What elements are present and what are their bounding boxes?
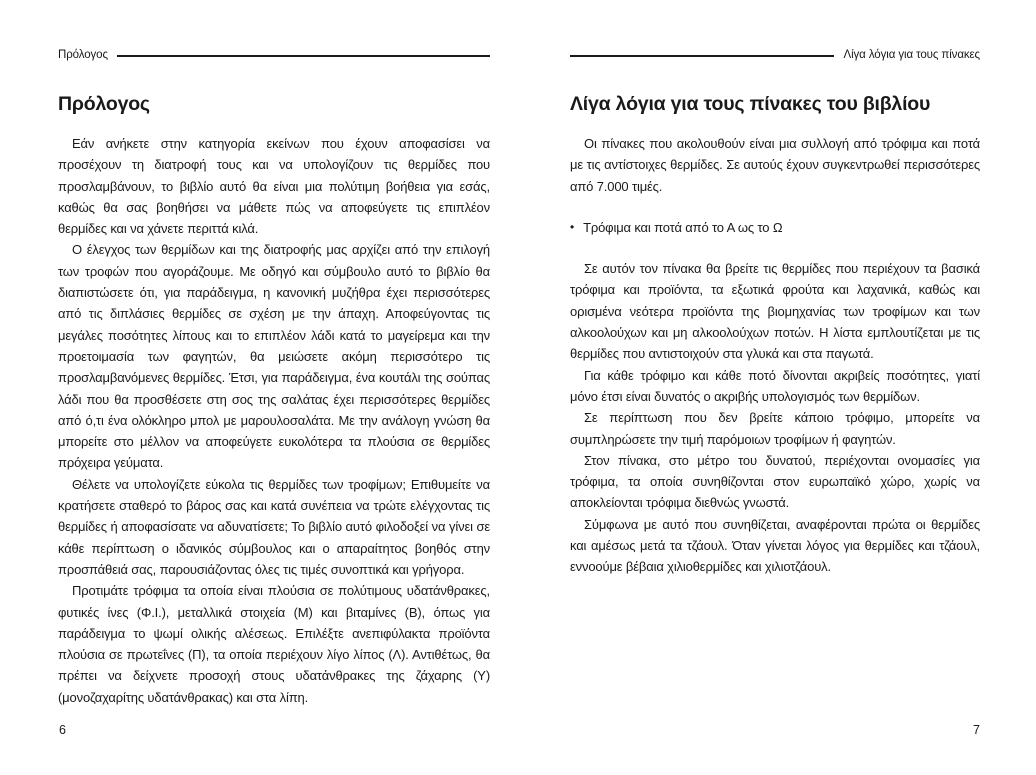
paragraph: Σε αυτόν τον πίνακα θα βρείτε τις θερμίδες που περιέχουν τα βασικά τρόφιμα και προϊόντα, τα εξωτικά φρούτα και λαχανικά, καθώς και ορισμένα νεότερα προϊόντα της βιομηχανίας των τροφίμων και των αλκοολούχων και μη αλκοολούχων ποτών. Η λίστα εμπλουτίζεται με τις θερμίδες που αντιστοιχούν στα γλυκά και στα παγωτά. xyxy=(570,261,980,362)
paragraph: Στον πίνακα, στο μέτρο του δυνατού, περιέχονται ονομασίες για τρόφιμα, τα οποία συνηθίζονται στον ευρωπαϊκό χώρο, χωρίς να αποκλείονται τρόφιμα διεθνώς γνωστά. xyxy=(570,452,980,511)
bullet-list-item xyxy=(570,217,980,238)
paragraph: Για κάθε τρόφιμο και κάθε ποτό δίνονται ακριβείς ποσότητες, γιατί μόνο έτσι είναι δυνατός ο ακριβής υπολογισμός των θερμίδων. xyxy=(570,367,980,404)
right-header-rule xyxy=(570,55,834,57)
left-running-header xyxy=(58,48,490,62)
left-page-number: 6 xyxy=(59,723,66,737)
paragraph: Προτιμάτε τρόφιμα τα οποία είναι πλούσια σε πολύτιμους υδατάνθρακες, φυτικές ίνες (Φ.Ι.), μεταλλικά στοιχεία (Μ) και βιταμίνες (Β), όπως για παράδειγμα το ψωμί ολικής αλέσεως. Επιλέξτε ανεπιφύλακτα προϊόντα πλούσια σε πρωτεΐνες (Π), τα οποία περιέχουν λίγο λίπος (Λ). Αντιθέτως, θα πρέπει να δείχνετε προσοχή στους υδατάνθρακες της ζάχαρης (Υ) (μονοζαχαρίτης υδατάνθρακας) και στα λίπη. xyxy=(58,583,490,705)
paragraph: Σε περίπτωση που δεν βρείτε κάποιο τρόφιμο, μπορείτε να συμπληρώσετε την τιμή παρόμοιων τροφίμων ή φαγητών. xyxy=(570,410,980,447)
paragraph: Εάν ανήκετε στην κατηγορία εκείνων που έχουν αποφασίσει να προσέχουν τη διατροφή τους και να υπολογίζουν τις θερμίδες που προσλαμβάνουν, το βιβλίο αυτό θα είναι μια πολύτιμη βοήθεια για εσάς, καθώς θα σας βοηθήσει να μάθετε πώς να αποφεύγετε τις επιπλέον θερμίδες και να χάνετε περιττά κιλά. xyxy=(58,136,490,237)
left-page-body xyxy=(58,133,490,708)
paragraph: Θέλετε να υπολογίζετε εύκολα τις θερμίδες των τροφίμων; Επιθυμείτε να κρατήσετε σταθερό το βάρος σας και κατά συνέπεια να τρώτε ελέγχοντας τις θερμίδες ή αποφασίσατε να αδυνατίσετε; Το βιβλίο αυτό φιλοδοξεί να γίνει σε κάθε περίπτωση ο ιδανικός σύμβουλος και ο απαραίτητος βοηθός στην προσπάθειά σας, παρουσιάζοντας όλες τις τιμές συνοπτικά και γρήγορα. xyxy=(58,476,490,577)
paragraph: Σύμφωνα με αυτό που συνηθίζεται, αναφέρονται πρώτα οι θερμίδες και αμέσως μετά τα τζάουλ. Όταν γίνεται λόγος για θερμίδες και τζάουλ, εννοούμε βέβαια χιλιοθερμίδες και χιλιοτζάουλ. xyxy=(570,516,980,575)
left-page-title: Πρόλογος xyxy=(58,93,150,115)
right-page xyxy=(570,48,980,578)
right-running-header xyxy=(570,48,980,62)
paragraph: Οι πίνακες που ακολουθούν είναι μια συλλογή από τρόφιμα και ποτά με τις αντίστοιχες θερμίδες. Σε αυτούς έχουν συγκεντρωθεί περισσότερες από 7.000 τιμές. xyxy=(570,136,980,194)
paragraph: Ο έλεγχος των θερμίδων και της διατροφής μας αρχίζει από την επιλογή των τροφών που αγοράζουμε. Με οδηγό και σύμβουλο αυτό το βιβλίο θα διαπιστώσετε ότι, για παράδειγμα, η κανονική μυζήθρα έχει περισσότερες από τις διπλάσιες θερμίδες σε σχέση με την άπαχη. Αποφεύγοντας τις μεγάλες ποσότητες λίπους και το επιπλέον λάδι κατά το μαγείρεμα και την προετοιμασία των φαγητών, θα μειώσετε ακόμη περισσότερο τις προσλαμβανόμενες θερμίδες. Έτσι, για παράδειγμα, ένα κουτάλι της σούπας λάδι που θα προσθέσετε στη σος της σαλάτας έχει περισσότερες θερμίδες από ό,τι ένα ολόκληρο μπολ με μαρουλοσαλάτα. Με την ανάλογη γνώση θα μπορείτε στο μέλλον να αποφεύγετε ευκολότερα τα πλούσια σε θερμίδες πρόχειρα γεύματα. xyxy=(58,242,490,471)
left-running-header-text: Πρόλογος xyxy=(58,49,108,61)
bullet-icon: • xyxy=(570,219,575,234)
right-page-title: Λίγα λόγια για τους πίνακες του βιβλίου xyxy=(570,93,931,115)
right-page-body xyxy=(570,133,980,578)
bullet-item-text: Τρόφιμα και ποτά από το Α ως το Ω xyxy=(583,219,783,235)
right-running-header-text: Λίγα λόγια για τους πίνακες xyxy=(843,49,980,61)
right-page-number: 7 xyxy=(973,723,980,737)
left-header-rule xyxy=(117,55,490,57)
left-page xyxy=(58,48,490,708)
